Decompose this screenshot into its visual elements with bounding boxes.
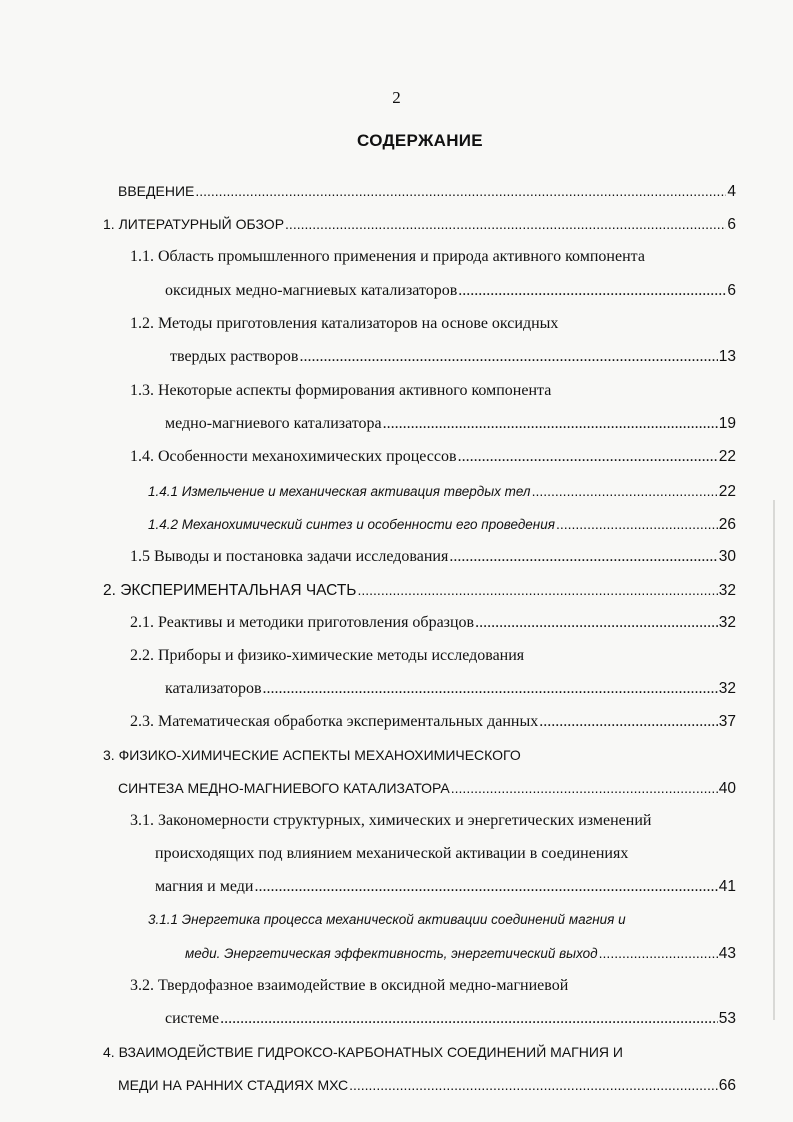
dot-leader [539, 711, 718, 733]
toc-page-number: 6 [727, 216, 736, 233]
dot-leader [532, 480, 718, 502]
toc-entry-1-4-2 [148, 513, 736, 535]
toc-page-number: 43 [718, 945, 736, 962]
toc-entry-text: 1.5 Выводы и постановка задачи исследования [130, 548, 449, 565]
toc-entry-1-2-cont [170, 346, 736, 368]
dot-leader [556, 513, 718, 535]
toc-entry-1-3-cont [165, 413, 736, 435]
toc-entry-1-3 [130, 380, 736, 402]
toc-entry-3-1-1-cont [185, 942, 736, 964]
scan-edge-mark [773, 500, 775, 1020]
toc-entry-text: 2.3. Математическая обработка экспериментальных данных [130, 713, 539, 730]
dot-leader [357, 579, 717, 601]
toc-entry-text: 1.4. Особенности механохимических процессов [130, 448, 457, 465]
toc-entry-text: 3.2. Твердофазное взаимодействие в оксидной медно-магниевой [130, 977, 569, 994]
toc-entry-text: катализаторов [165, 680, 262, 697]
toc-page-number: 53 [718, 1010, 736, 1027]
toc-page-number: 40 [718, 780, 736, 797]
toc-entry-text: 1.4.1 Измельчение и механическая активация твердых тел [148, 484, 531, 499]
toc-page-number: 6 [727, 282, 736, 299]
dot-leader [263, 678, 718, 700]
toc-entry-chapter-3-cont [118, 777, 736, 799]
toc-entry-text: 1. ЛИТЕРАТУРНЫЙ ОБЗОР [103, 216, 285, 232]
toc-page-number: 22 [718, 483, 736, 500]
toc-entry-text: 1.2. Методы приготовления катализаторов на основе оксидных [130, 315, 559, 332]
dot-leader [349, 1074, 718, 1096]
toc-entry-3-2 [130, 975, 736, 997]
toc-page-number: 19 [718, 415, 736, 432]
toc-entry-text: магния и меди [155, 878, 254, 895]
toc-entry-text: МЕДИ НА РАННИХ СТАДИЯХ МХС [118, 1077, 349, 1093]
dot-leader [299, 346, 717, 368]
dot-leader [451, 777, 718, 799]
toc-entry-text: оксидных медно-магниевых катализаторов [165, 282, 458, 299]
toc-entry-1-1 [130, 246, 736, 268]
toc-entry-1-2 [130, 313, 736, 335]
dot-leader [383, 413, 718, 435]
toc-entry-text: 2. ЭКСПЕРИМЕНТАЛЬНАЯ ЧАСТЬ [103, 582, 357, 599]
toc-entry-3-1 [130, 810, 736, 832]
dot-leader [458, 280, 726, 302]
toc-entry-1-4-1 [148, 480, 736, 502]
toc-entry-text: медно-магниевого катализатора [165, 415, 382, 432]
toc-entry-chapter-3 [103, 744, 736, 766]
toc-page-number: 13 [718, 348, 736, 365]
toc-page-number: 4 [727, 183, 736, 200]
toc-entry-3-2-cont [165, 1008, 736, 1030]
toc-entry-1-5 [130, 546, 736, 568]
dot-leader [599, 942, 718, 964]
toc-entry-chapter-2 [103, 579, 736, 601]
page-number: 2 [392, 88, 401, 107]
toc-page-number: 32 [718, 582, 736, 599]
toc-entry-text: системе [165, 1010, 220, 1027]
toc-entry-1-4 [130, 446, 736, 468]
dot-leader [475, 612, 718, 634]
toc-entry-text: 1.1. Область промышленного применения и природа активного компонента [130, 248, 645, 265]
toc-entry-text: 4. ВЗАИМОДЕЙСТВИЕ ГИДРОКСО-КАРБОНАТНЫХ СОЕДИНЕНИЙ МАГНИЯ И [103, 1044, 623, 1060]
toc-entry-3-1-1 [148, 909, 736, 931]
toc-entry-3-1-cont2 [155, 876, 736, 898]
toc-entry-text: меди. Энергетическая эффективность, энергетический выход [185, 946, 598, 961]
toc-entry-text: 3.1.1 Энергетика процесса механической активации соединений магния и [148, 912, 626, 927]
toc-page-number: 32 [718, 680, 736, 697]
toc-entry-text: 1.3. Некоторые аспекты формирования активного компонента [130, 382, 552, 399]
page-title: СОДЕРЖАНИЕ [357, 131, 483, 150]
toc-entry-text: твердых растворов [170, 348, 299, 365]
toc-page-number: 41 [718, 878, 736, 895]
toc-page-number: 30 [718, 548, 736, 565]
toc-entry-3-1-cont [155, 843, 736, 865]
toc-entry-2-2-cont [165, 678, 736, 700]
toc-page-number: 22 [718, 448, 736, 465]
toc-entry-chapter-4 [103, 1041, 736, 1063]
toc-entry-2-3 [130, 711, 736, 733]
toc-entry-2-1 [130, 612, 736, 634]
dot-leader [254, 876, 717, 898]
dot-leader [285, 213, 726, 235]
dot-leader [458, 446, 718, 468]
dot-leader [449, 546, 717, 568]
toc-page-number: 66 [718, 1077, 736, 1094]
dot-leader [220, 1008, 718, 1030]
toc-entry-text: ВВЕДЕНИЕ [118, 183, 195, 199]
dot-leader [195, 180, 726, 202]
toc-page-number: 26 [718, 516, 736, 533]
toc-page-number: 37 [718, 713, 736, 730]
toc-entry-text: 3. ФИЗИКО-ХИМИЧЕСКИЕ АСПЕКТЫ МЕХАНОХИМИЧЕСКОГО [103, 747, 521, 763]
toc-entry-text: 1.4.2 Механохимический синтез и особенности его проведения [148, 517, 555, 532]
toc-entry-text: 2.1. Реактивы и методики приготовления образцов [130, 614, 475, 631]
toc-page-number: 32 [718, 614, 736, 631]
toc-entry-text: происходящих под влиянием механической активации в соединениях [155, 845, 629, 862]
toc-entry-chapter-4-cont [118, 1074, 736, 1096]
toc-entry-text: 3.1. Закономерности структурных, химических и энергетических изменений [130, 812, 652, 829]
toc-entry-1-1-cont [165, 280, 736, 302]
toc-entry-chapter-1 [103, 213, 736, 235]
toc-entry-text: 2.2. Приборы и физико-химические методы исследования [130, 647, 525, 664]
toc-entry-2-2 [130, 645, 736, 667]
toc-entry-introduction [118, 180, 736, 202]
toc-entry-text: СИНТЕЗА МЕДНО-МАГНИЕВОГО КАТАЛИЗАТОРА [118, 780, 450, 796]
